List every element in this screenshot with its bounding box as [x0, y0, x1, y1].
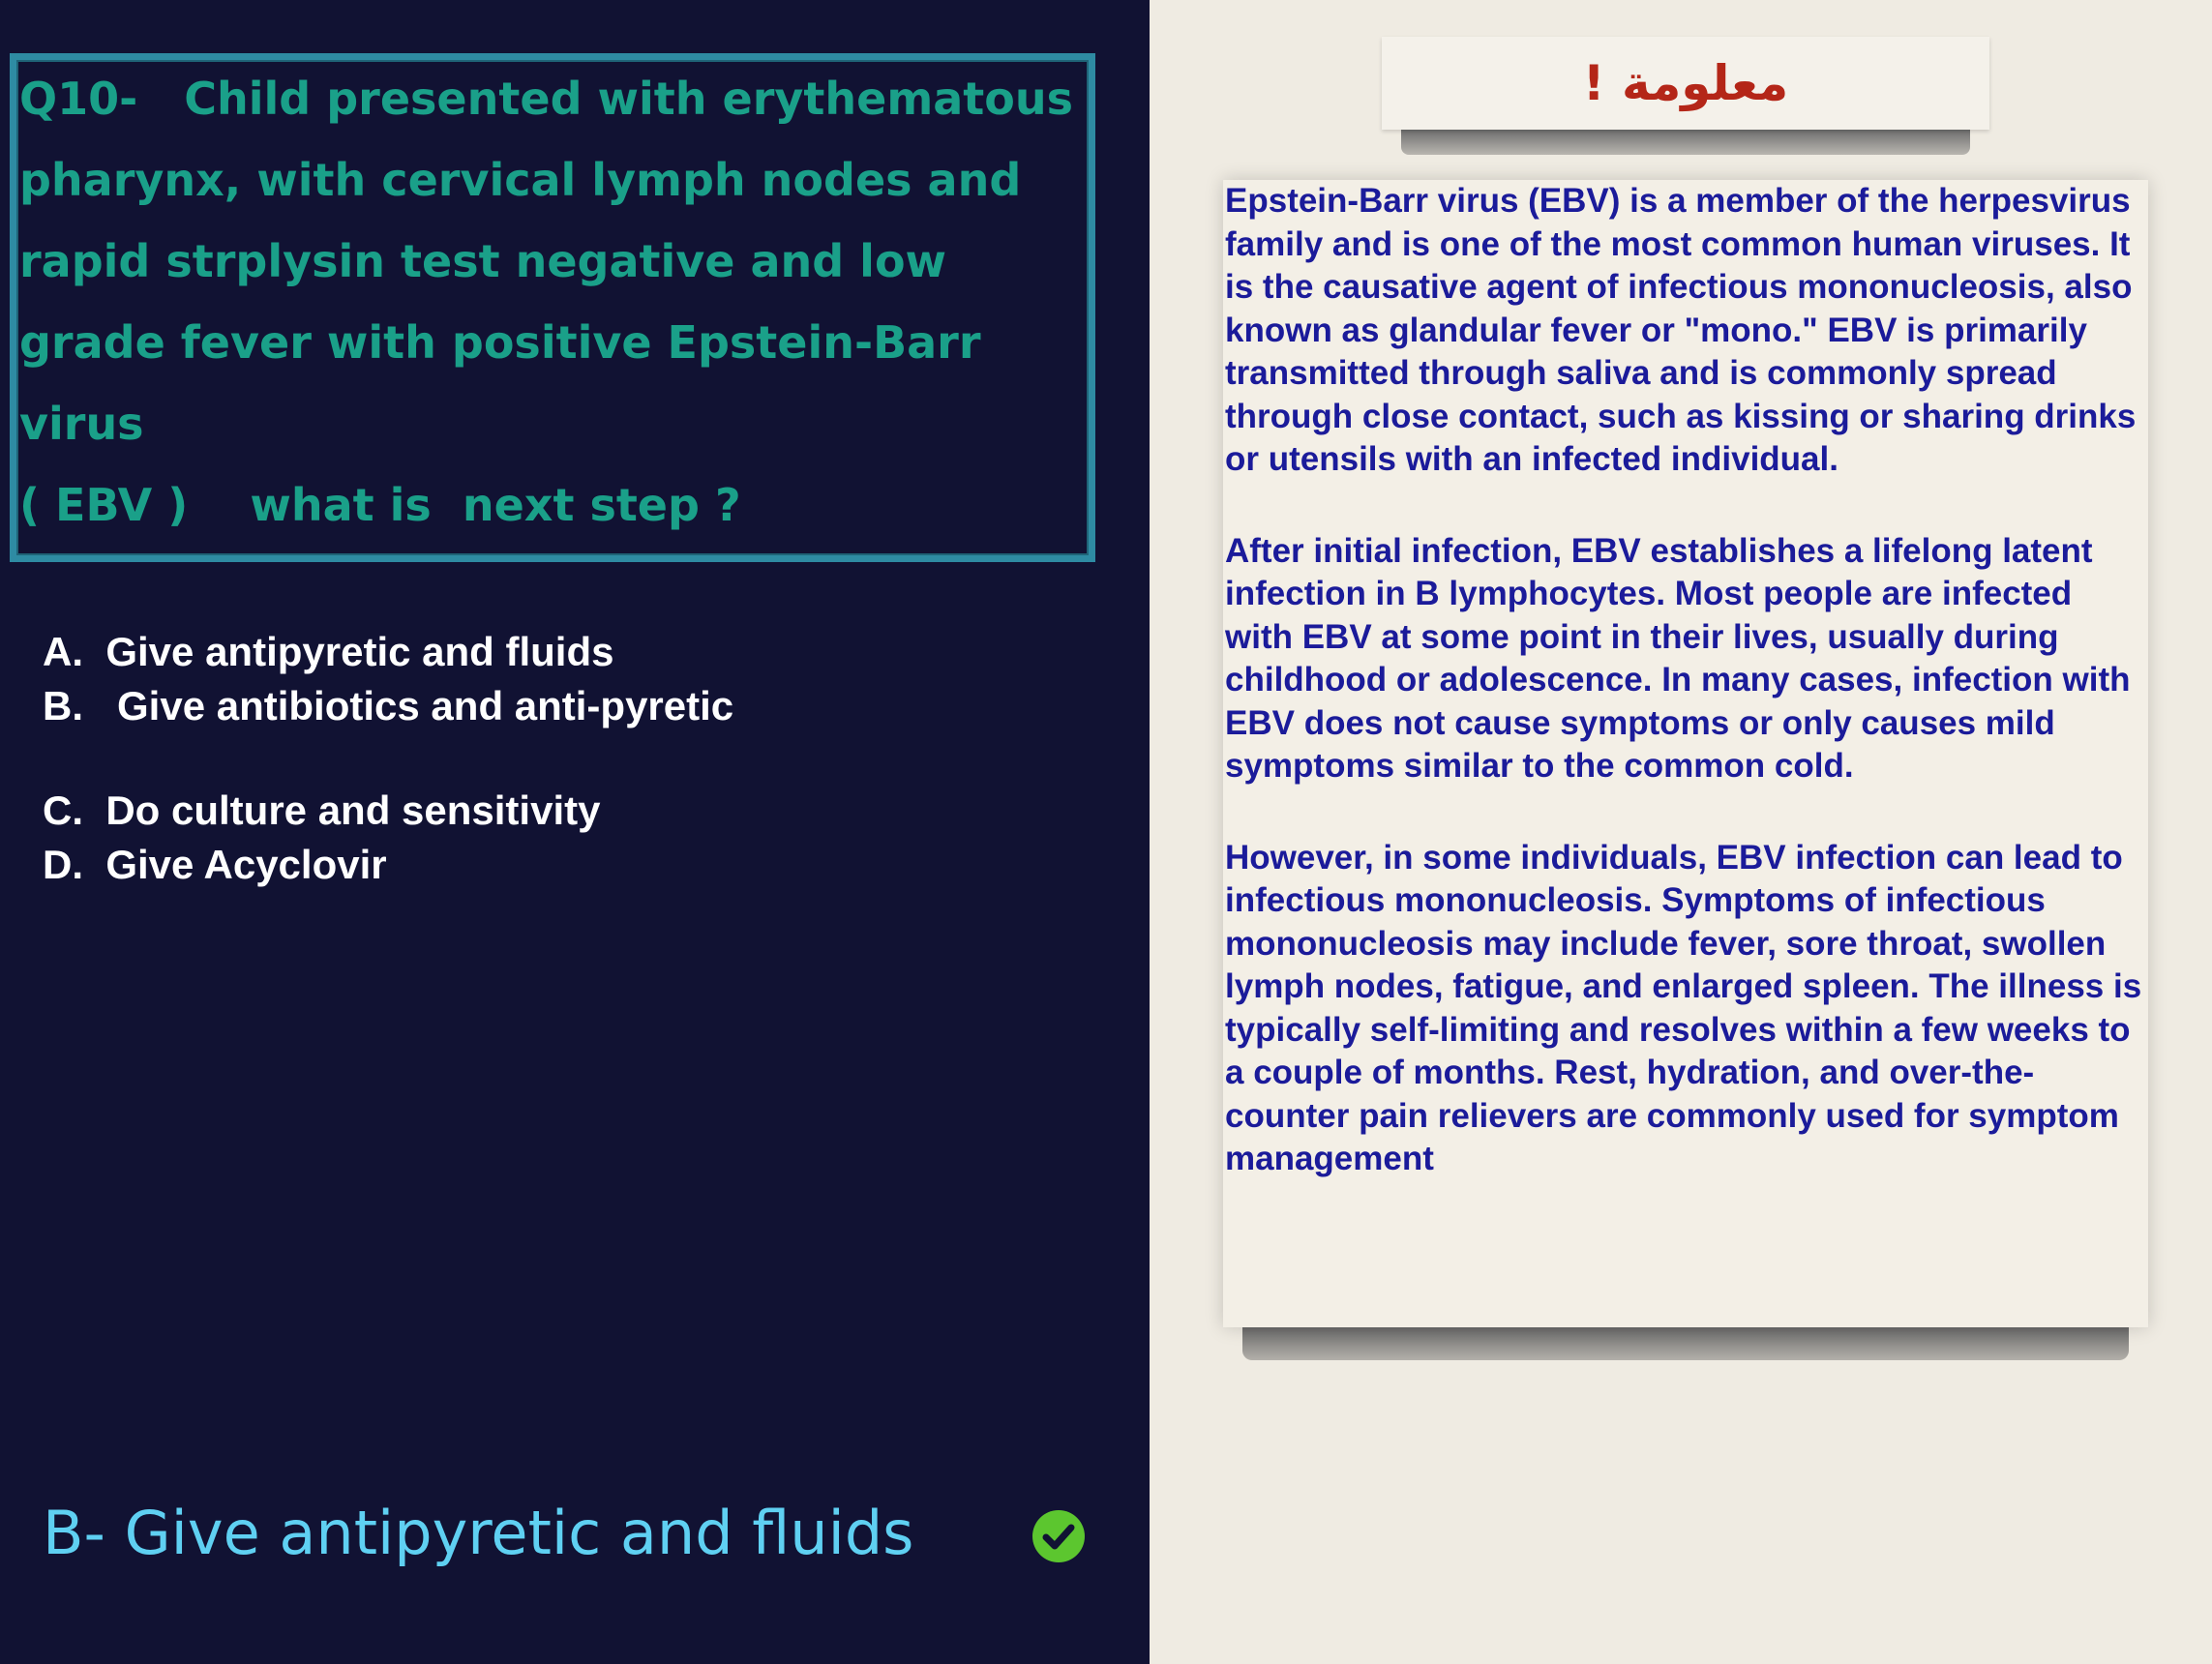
question-text: Q10- Child presented with erythematous pharynx, with cervical lymph nodes and rapid strplysin test negative and low grade fever with positive Epstein-Barr virus ( EBV ) what is next step ? [19, 73, 1074, 531]
option-d[interactable] [43, 838, 733, 892]
option-a[interactable] [43, 625, 733, 679]
correct-answer: B- Give antipyretic and fluids [43, 1498, 914, 1568]
option-text: Do culture and sensitivity [105, 787, 601, 833]
options-list [43, 625, 733, 892]
title-card-shadow [1401, 130, 1970, 155]
check-circle-icon [1031, 1509, 1086, 1563]
option-letter: A. [43, 629, 83, 674]
option-spacer [43, 733, 733, 784]
info-body [1225, 180, 2144, 1230]
option-letter: D. [43, 842, 83, 887]
info-title: معلومة ! [1582, 55, 1789, 111]
info-paragraph-1: Epstein-Barr virus (EBV) is a member of the herpesvirus family and is one of the most common human viruses. It is the causative agent of infectious mononucleosis, also known as glandular fever or "mono." EBV is primarily transmitted through saliva and is commonly spread through close contact, such as kissing or sharing drinks or utensils with an infected individual. [1225, 182, 2137, 478]
option-b[interactable] [43, 679, 733, 733]
option-c[interactable] [43, 784, 733, 838]
info-paragraph-2: After initial infection, EBV establishes a lifelong latent infection in B lymphocytes. Most people are infected with EBV at some point in their lives, usually during childhood or adolescence. In many cases, infection with EBV does not cause symptoms or only causes mild symptoms similar to the common cold. [1225, 531, 2131, 785]
option-letter: C. [43, 787, 83, 833]
info-card-shadow [1242, 1325, 2129, 1360]
info-paragraph-3: However, in some individuals, EBV infection can lead to infectious mononucleosis. Symptoms of infectious mononucleosis may include fever, sore throat, swollen lymph nodes, fatigue, and enlarged spleen. The illness is typically self-limiting and resolves within a few weeks to a couple of months. Rest, hydration, and over-the-counter pain relievers are commonly used for symptom management [1225, 838, 2142, 1177]
option-letter: B. [43, 683, 83, 728]
option-text: Give antipyretic and fluids [105, 629, 614, 674]
option-text: Give Acyclovir [105, 842, 387, 887]
option-text: Give antibiotics and anti-pyretic [105, 683, 734, 728]
